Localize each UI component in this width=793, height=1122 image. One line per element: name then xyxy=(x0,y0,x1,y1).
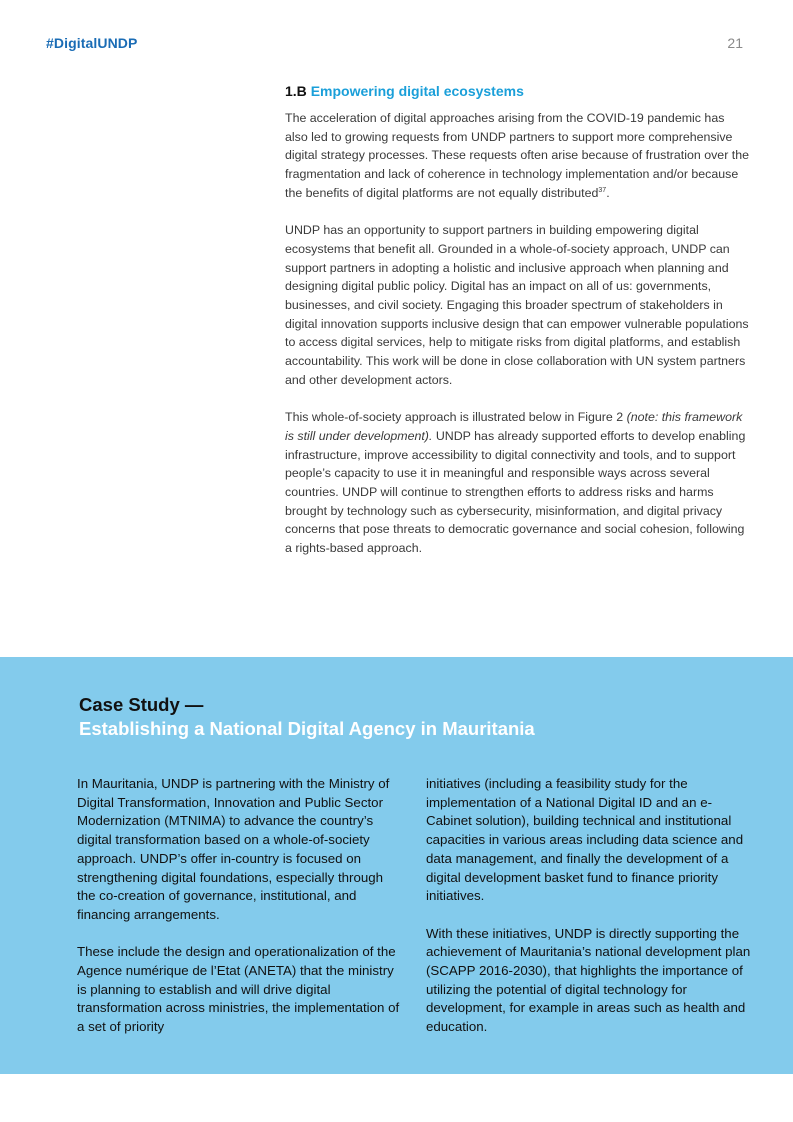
case-study-right-column xyxy=(426,775,754,1056)
section-paragraph-2: UNDP has an opportunity to support partners in building empowering digital ecosystems that benefit all. Grounded in a whole-of-society approach, UNDP can support partners in adopting a holistic and inclusive approach when planning and designing digital public policy. Digital has an impact on all of us: governments, businesses, and civil society. Engaging this broader spectrum of stakeholders in digital innovation supports inclusive design that can empower vulnerable populations to access digital services, help to mitigate risks from digital platforms, and establish accountability. This work will be done in close collaboration with UN system partners and other development actors. xyxy=(285,223,749,387)
header-hashtag: #DigitalUNDP xyxy=(46,35,138,51)
case-study-right-paragraph-2: With these initiatives, UNDP is directly supporting the achievement of Mauritania’s national development plan (SCAPP 2016-2030), that highlights the importance of utilizing the potential of digital technology for development, for example in areas such as health and education. xyxy=(426,925,751,1035)
section-paragraph-1-end: . xyxy=(606,185,610,200)
case-study-left-column xyxy=(77,775,405,1056)
footnote-reference[interactable]: 37 xyxy=(598,186,607,194)
page-number: 21 xyxy=(727,35,743,51)
section-paragraph-1-text: The acceleration of digital approaches arising from the COVID-19 pandemic has also led to growing requests from UNDP partners to support more comprehensive digital strategy processes. These requests often arise because of frustration over the fragmentation and lack of coherence in technology implementation and/or because the benefits of digital platforms are not equally distributed xyxy=(285,111,749,200)
section-empowering-digital-ecosystems xyxy=(285,82,749,577)
case-study-box xyxy=(0,657,793,1074)
section-paragraph-3-end: UNDP has already supported efforts to develop enabling infrastructure, improve accessibility to digital connectivity and tools, and to support people’s capacity to use it in meaningful and responsible ways across several countries. UNDP will continue to strengthen efforts to address risks and harms brought by technology such as cybersecurity, misinformation, and digital privacy concerns that pose threats to democratic governance and social cohesion, following a rights-based approach. xyxy=(285,428,746,556)
section-paragraph-3-start: This whole-of-society approach is illustrated below in Figure 2 xyxy=(285,410,627,425)
case-study-right-paragraph-1: initiatives (including a feasibility study for the implementation of a National Digital ID and an e-Cabinet solution), building technical and institutional capacities in various areas including data science and data management, and finally the development of a digital development basket fund to finance priority initiatives. xyxy=(426,776,744,904)
case-study-label: Case Study — xyxy=(79,694,204,715)
case-study-heading xyxy=(79,693,535,741)
section-title: Empowering digital ecosystems xyxy=(310,83,524,99)
section-number: 1.B xyxy=(285,83,307,99)
section-paragraph-1 xyxy=(285,109,749,203)
section-paragraph-3 xyxy=(285,408,749,558)
case-study-title: Establishing a National Digital Agency in Mauritania xyxy=(79,718,535,739)
section-heading xyxy=(285,82,749,100)
case-study-left-paragraph-1: In Mauritania, UNDP is partnering with the Ministry of Digital Transformation, Innovation and Public Sector Modernization (MTNIMA) to advance the country’s digital transformation based on a whole-of-society approach. UNDP’s offer in-country is focused on strengthening digital foundations, especially through the co-creation of governance, institutional, and financing arrangements. xyxy=(77,776,390,922)
case-study-left-paragraph-2: These include the design and operationalization of the Agence numérique de l’Etat (ANETA) that the ministry is planning to establish and will drive digital transformation across ministries, the implementation of a set of priority xyxy=(77,944,400,1035)
framework-note: (note: this framework is still under development). xyxy=(285,410,743,443)
